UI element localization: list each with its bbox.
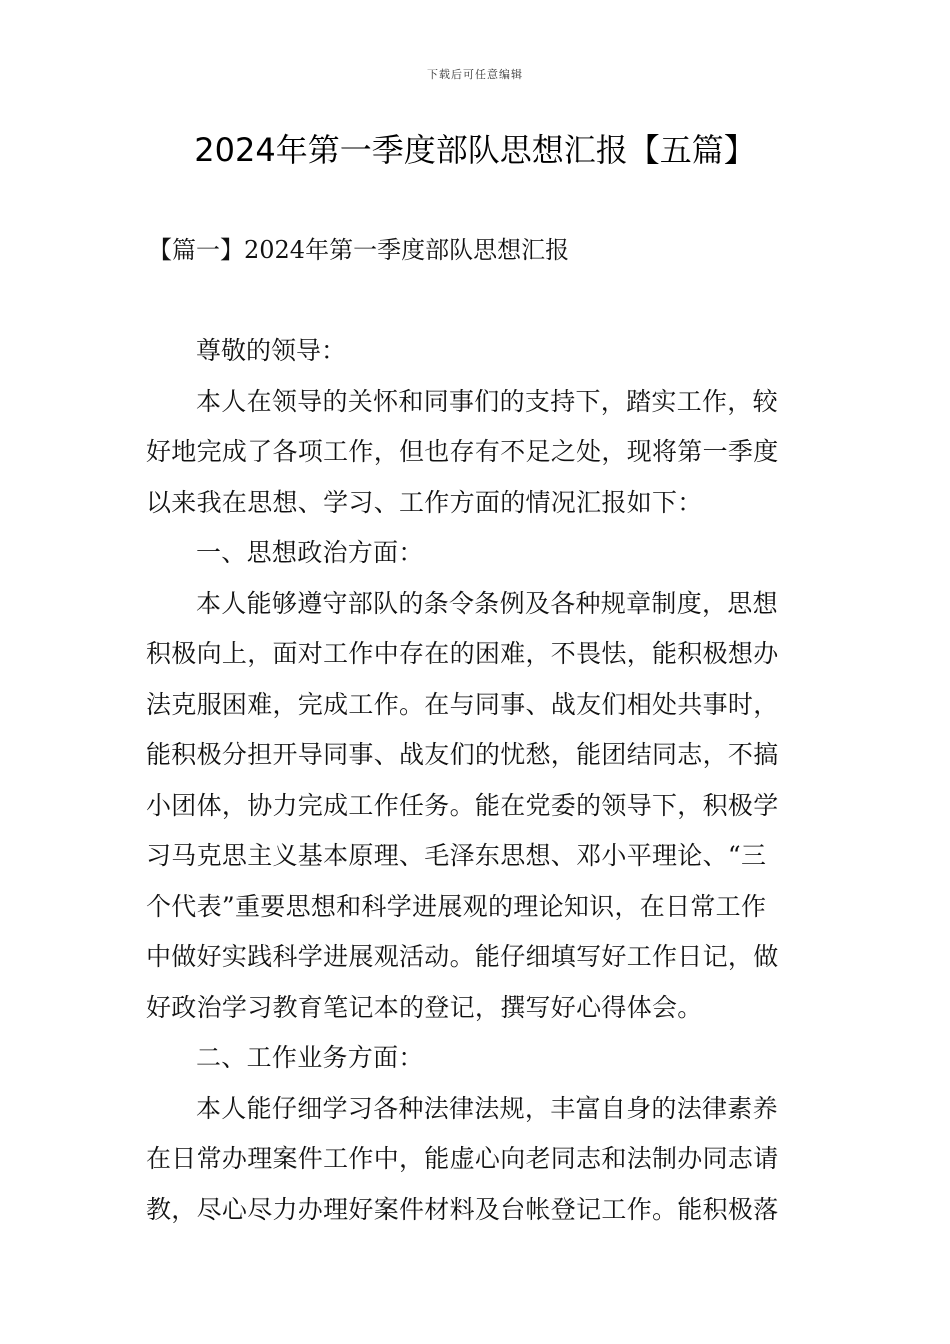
text-line: 能积极分担开导同事、战友们的忧愁，能团结同志，不搞 [146, 740, 779, 769]
subheading-work [146, 1033, 808, 1084]
text-line: 本人在领导的关怀和同事们的支持下，踏实工作，较 [196, 386, 778, 416]
text-line: 本人能够遵守部队的条令条例及各种规章制度，思想 [196, 588, 778, 618]
header-note: 下载后可任意编辑 [427, 68, 523, 81]
paragraph-political [146, 579, 808, 1034]
text-line: 习马克思主义基本原理、毛泽东思想、邓小平理论、“三 [146, 841, 767, 870]
subheading-political [146, 528, 808, 579]
text-line: 小团体，协力完成工作任务。能在党委的领导下，积极学 [146, 790, 779, 820]
section-heading: 【篇一】2024年第一季度部队思想汇报 [148, 236, 570, 264]
salutation: 尊敬的领导： [196, 336, 347, 365]
text-line: 在日常办理案件工作中，能虚心向老同志和法制办同志请 [146, 1144, 779, 1173]
document-body [146, 326, 808, 1235]
text-line: 个代表”重要思想和科学进展观的理论知识，在日常工作 [146, 891, 767, 921]
text-line: 法克服困难，完成工作。在与同事、战友们相处共事时， [146, 689, 779, 719]
text-line: 本人能仔细学习各种法律法规，丰富自身的法律素养 [196, 1093, 778, 1123]
text-line: 好政治学习教育笔记本的登记，撰写好心得体会。 [146, 992, 703, 1022]
text-line: 积极向上，面对工作中存在的困难，不畏怯，能积极想办 [146, 639, 779, 668]
text-line: 好地完成了各项工作，但也存有不足之处，现将第一季度 [146, 437, 779, 466]
text-line: 以来我在思想、学习、工作方面的情况汇报如下： [146, 487, 703, 517]
text-line: 中做好实践科学进展观活动。能仔细填写好工作日记，做 [146, 942, 779, 971]
paragraph-intro [146, 377, 808, 529]
text-line: 一、思想政治方面： [196, 538, 424, 567]
text-line: 教，尽心尽力办理好案件材料及台帐登记工作。能积极落 [146, 1194, 779, 1224]
document-title: 2024年第一季度部队思想汇报【五篇】 [194, 131, 756, 169]
text-line: 二、工作业务方面： [196, 1043, 424, 1072]
paragraph-work [146, 1084, 808, 1236]
